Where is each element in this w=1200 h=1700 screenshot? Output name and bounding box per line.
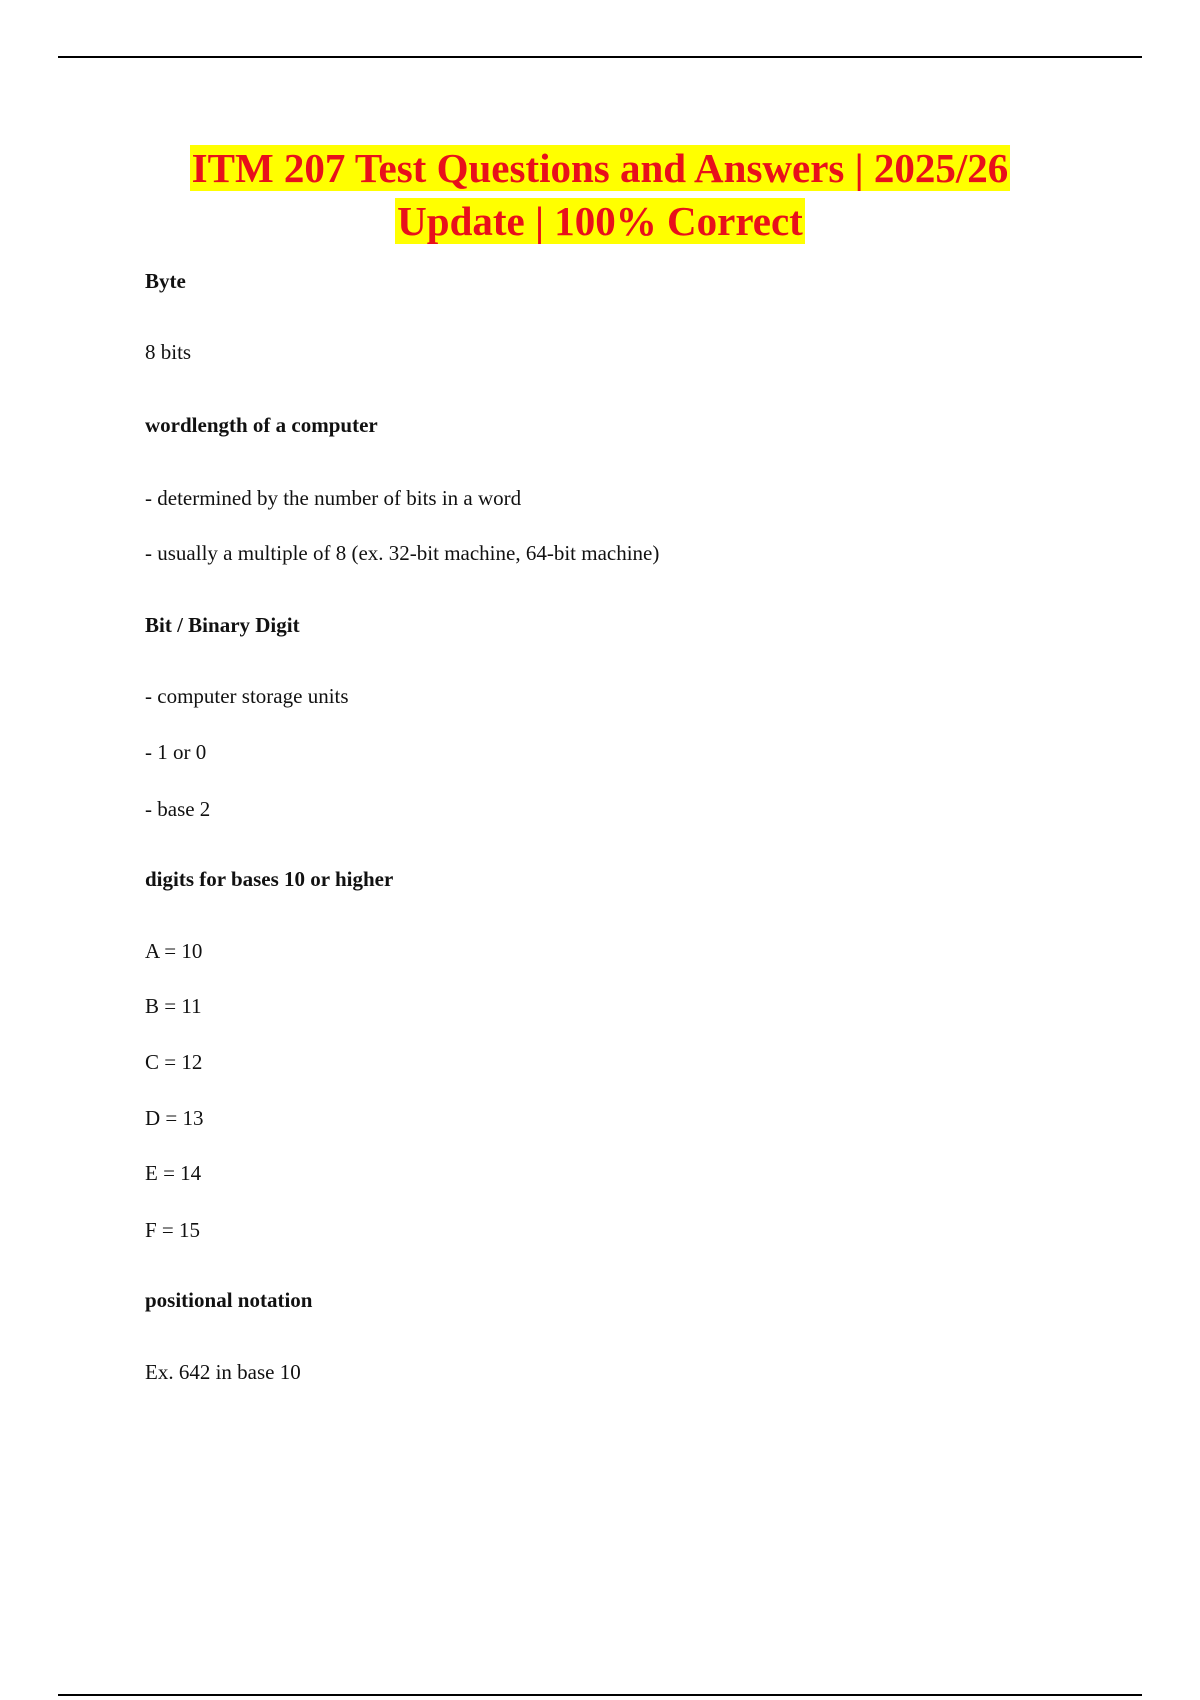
title-line-1: ITM 207 Test Questions and Answers | 2025/26	[191, 145, 1009, 191]
term-positional-notation: positional notation	[145, 1288, 313, 1312]
definition-bit-2: - 1 or 0	[145, 740, 207, 764]
definition-digits-4: D = 13	[145, 1106, 204, 1130]
top-rule	[58, 56, 1142, 58]
definition-digits-3: C = 12	[145, 1050, 203, 1074]
definition-wordlength-2: - usually a multiple of 8 (ex. 32-bit machine, 64-bit machine)	[145, 541, 660, 565]
term-bit: Bit / Binary Digit	[145, 613, 300, 637]
term-wordlength: wordlength of a computer	[145, 413, 378, 437]
term-digits: digits for bases 10 or higher	[145, 867, 394, 891]
definition-bit-3: - base 2	[145, 797, 211, 821]
definition-wordlength-1: - determined by the number of bits in a word	[145, 486, 522, 510]
bottom-rule	[58, 1694, 1142, 1696]
definition-digits-5: E = 14	[145, 1161, 202, 1185]
definition-positional-notation: Ex. 642 in base 10	[145, 1360, 301, 1384]
definition-digits-6: F = 15	[145, 1218, 201, 1242]
definition-digits-1: A = 10	[145, 939, 203, 963]
term-byte: Byte	[145, 269, 186, 293]
document-title	[60, 142, 1140, 248]
definition-digits-2: B = 11	[145, 994, 202, 1018]
definition-bit-1: - computer storage units	[145, 684, 349, 708]
definition-byte: 8 bits	[145, 340, 192, 364]
title-line-2: Update | 100% Correct	[397, 198, 803, 244]
